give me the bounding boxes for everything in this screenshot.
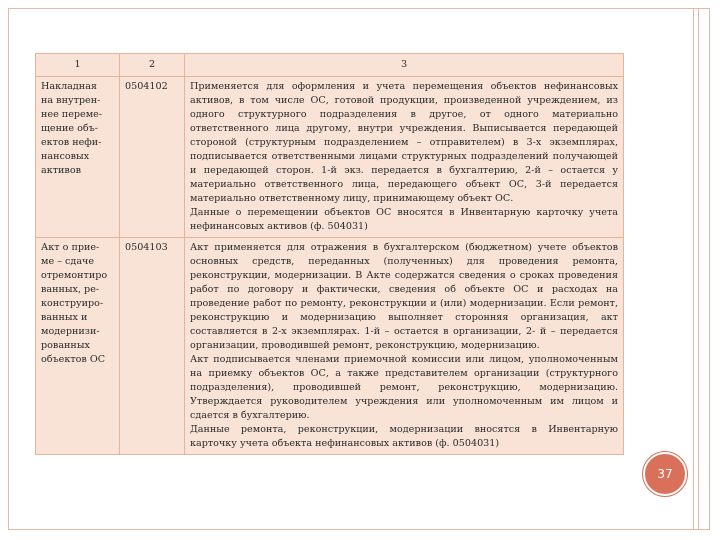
page-number-badge: 37 <box>643 452 687 496</box>
header-col-1: 1 <box>36 54 120 77</box>
description-paragraph: Данные ремонта, реконструкции, модернизации вносятся в Инвентарную карточку учета объекта нефинансовых активов (ф. 0504031) <box>190 424 618 449</box>
name-line: на внутрен- <box>41 95 101 106</box>
header-col-2: 2 <box>120 54 185 77</box>
name-line: щение объ- <box>41 123 99 134</box>
name-line: Накладная <box>41 81 97 92</box>
name-line: нее переме- <box>41 109 103 120</box>
name-line: модернизи- <box>41 326 100 337</box>
table-row <box>36 238 624 455</box>
description-paragraph: Данные о перемещении объектов ОС вносятся в Инвентарную карточку учета нефинансовых активов (ф. 504031) <box>190 207 618 232</box>
name-line: отремонтиро <box>41 270 108 281</box>
name-line: ектов нефи- <box>41 137 102 148</box>
form-code-cell: 0504102 <box>120 77 185 238</box>
name-line: ме – сдаче <box>41 256 95 267</box>
slide-right-rule-outer <box>698 8 699 530</box>
form-code-cell: 0504103 <box>120 238 185 455</box>
table-header-row <box>36 54 624 77</box>
name-line: ванных, ре- <box>41 284 100 295</box>
document-name-cell <box>36 238 120 455</box>
name-line: Акт о прие- <box>41 242 100 253</box>
name-line: рованных <box>41 340 90 351</box>
name-line: конструиро- <box>41 298 104 309</box>
name-line: объектов ОС <box>41 354 106 365</box>
description-cell <box>185 238 624 455</box>
header-col-3: 3 <box>185 54 624 77</box>
documents-table <box>35 53 624 455</box>
name-line: активов <box>41 165 81 176</box>
slide-right-rule <box>693 8 694 530</box>
document-name-cell <box>36 77 120 238</box>
name-line: нансовых <box>41 151 90 162</box>
table-row <box>36 77 624 238</box>
description-paragraph: Применяется для оформления и учета перемещения объектов нефинансовых активов, в том числе ОС, готовой продукции, произведенной учреждением, из одного структурного подразделения в другое, от одного материально ответственного лица другому, внутри учреждения. Выписывается передающей стороной (структурным подразделением – отправителем) в 3-х экземплярах, подписывается ответственными лицами структурных подразделений получающей и передающей сторон. 1-й экз. передается в бухгалтерию, 2-й – остается у материально ответственного лица, передающего объект ОС, 3-й передается материально ответственному лицу, принимающему объект ОС. <box>190 81 618 204</box>
description-cell <box>185 77 624 238</box>
description-paragraph: Акт подписывается членами приемочной комиссии или лицом, уполномоченным на приемку объектов ОС, а также представителем организации (структурного подразделения), проводившей ремонт, реконструкцию, модернизацию. Утверждается руководителем учреждения или уполномоченным им лицом и сдается в бухгалтерию. <box>190 354 618 421</box>
description-paragraph: Акт применяется для отражения в бухгалтерском (бюджетном) учете объектов основных средств, переданных (полученных) для проведения ремонта, реконструкции, модернизации. В Акте содержатся сведения о сроках проведения работ по договору и фактически, сведения об объекте ОС и расходах на проведение работ по ремонту, реконструкции и (или) модернизации. Если ремонт, реконструкцию и модернизацию выполняет сторонняя организация, акт составляется в 2-х экземплярах. 1-й – остается в организации, 2- й – передается организации, проводившей ремонт, реконструкцию, модернизацию. <box>190 242 618 351</box>
name-line: ванных и <box>41 312 88 323</box>
